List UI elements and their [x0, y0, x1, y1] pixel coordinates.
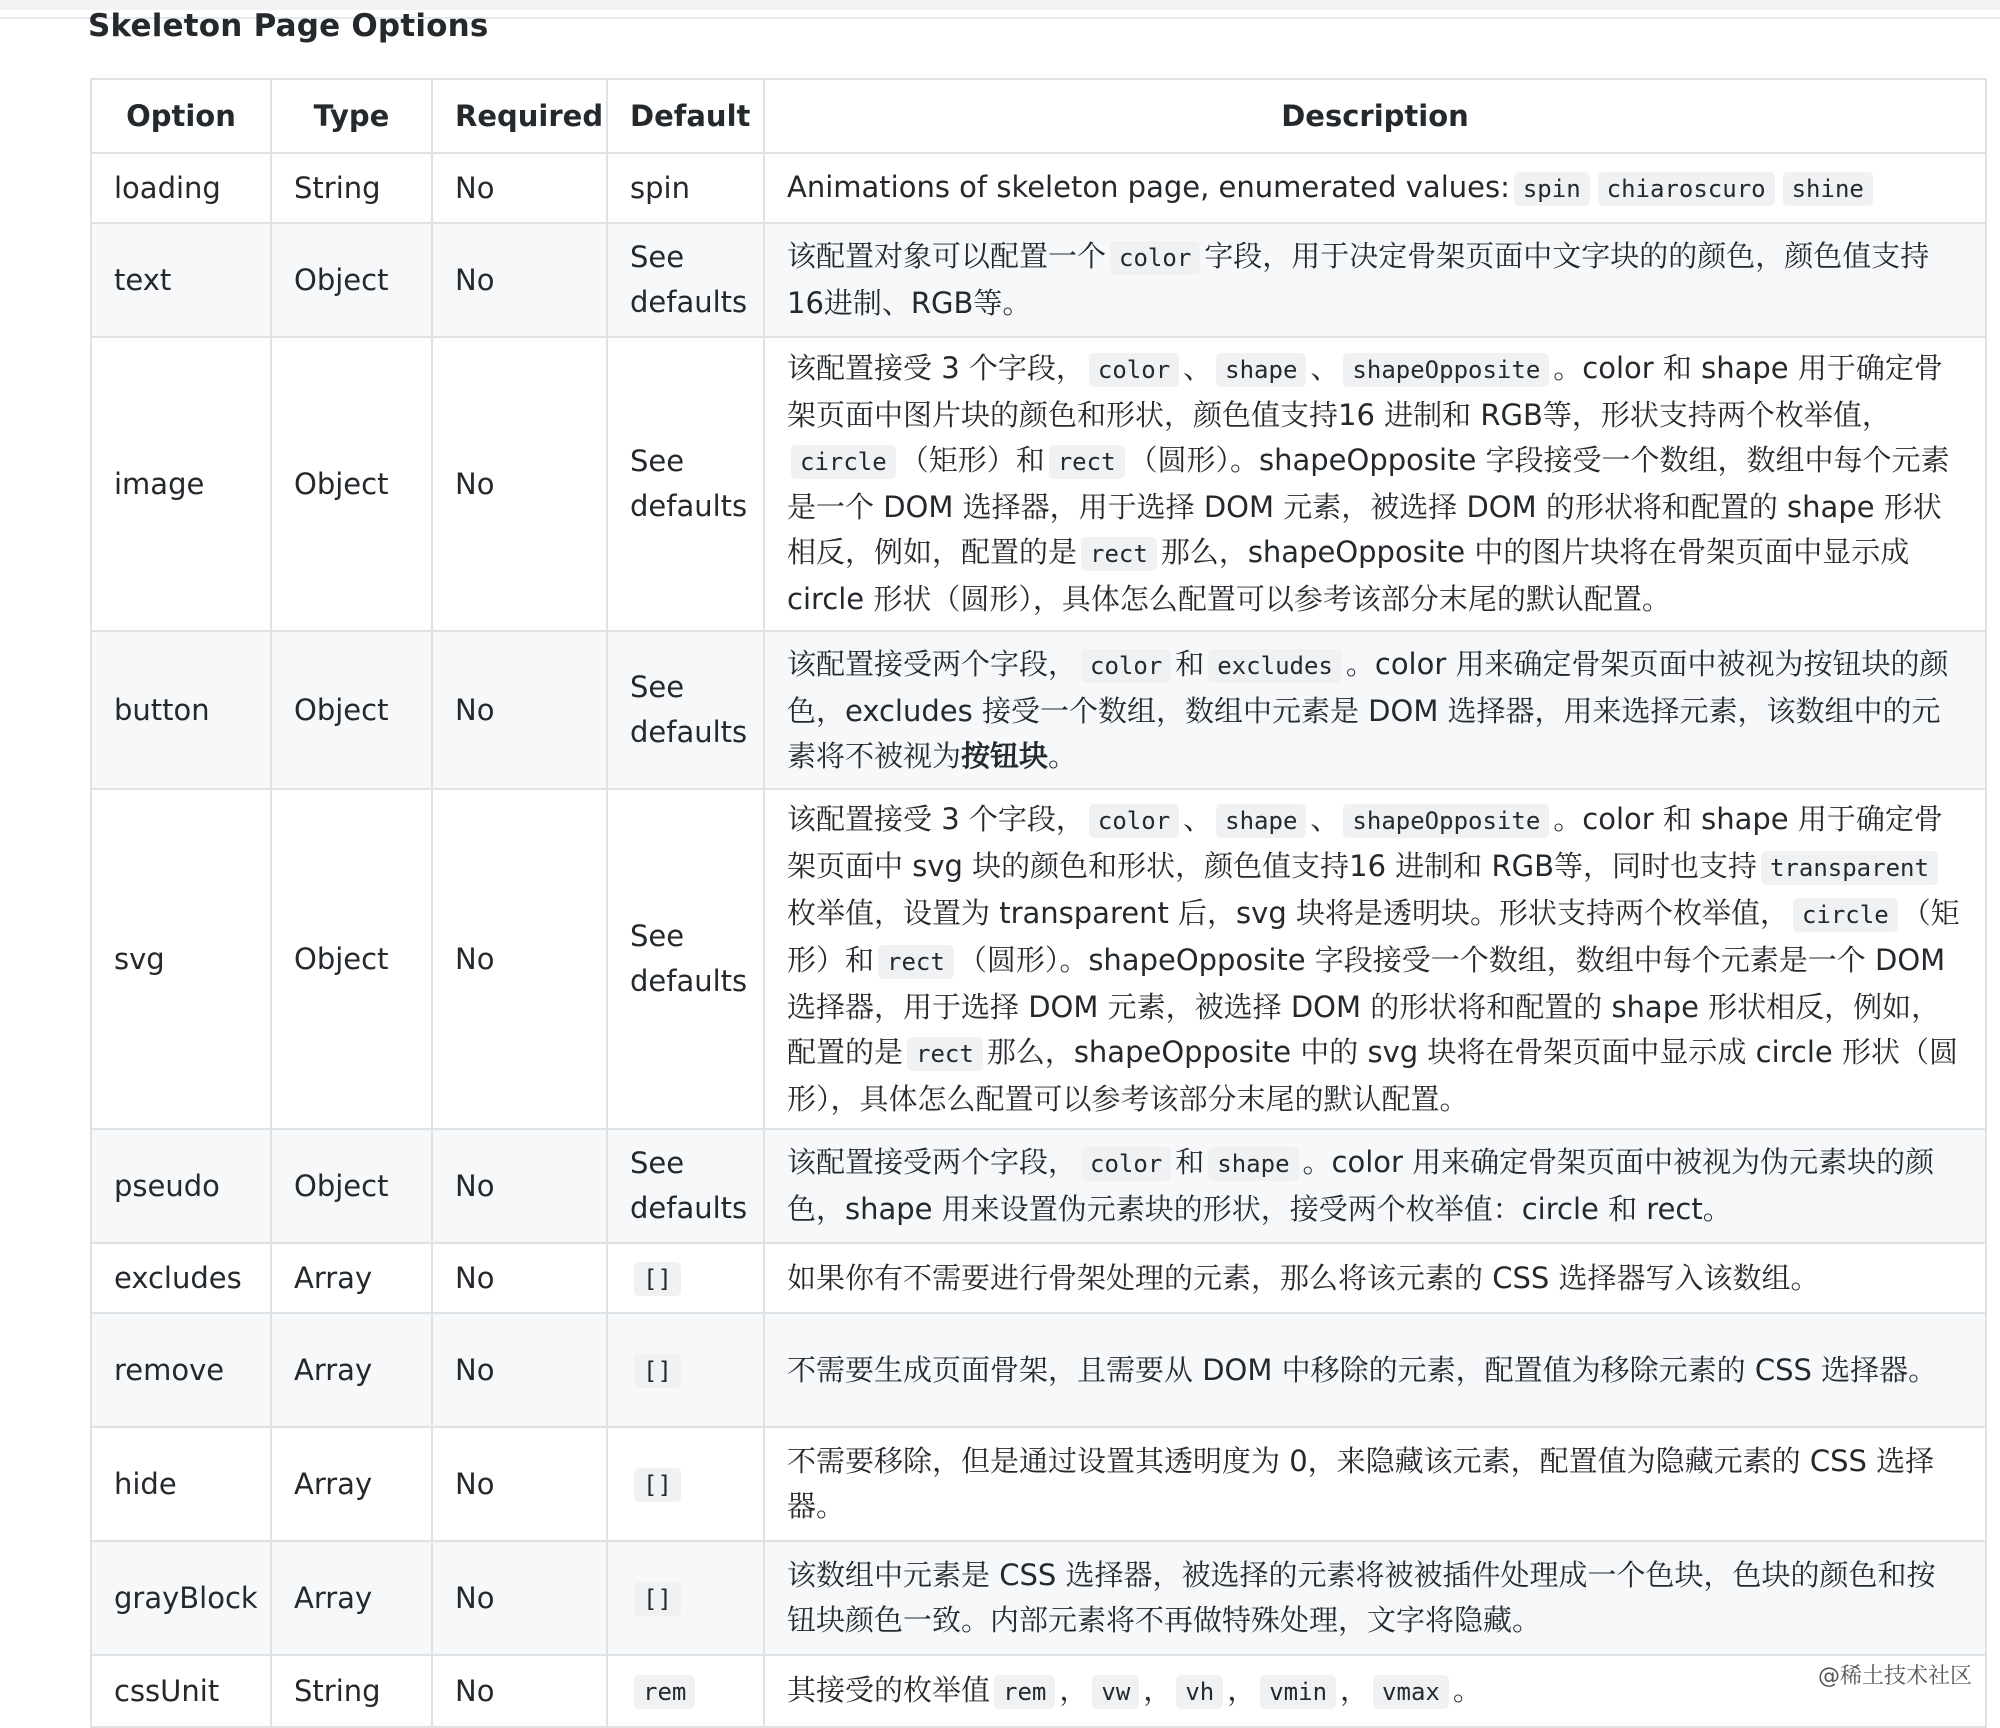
table-row — [91, 1313, 1986, 1427]
description-text: 、 — [1310, 801, 1340, 836]
type-cell: Array — [271, 1243, 432, 1313]
inline-code: chiaroscuro — [1598, 172, 1775, 206]
table-row — [91, 1129, 1986, 1243]
inline-code: transparent — [1761, 851, 1938, 885]
description-text: 。color 和 shape 用于确定骨架页面中图片块的颜色和形状，颜色值支持16 进制和 RGB等，形状支持两个枚举值， — [787, 351, 1943, 432]
description-text: 和 — [1175, 1145, 1205, 1179]
default-text: See defaults — [630, 1146, 748, 1225]
default-cell — [607, 1655, 764, 1727]
default-code: [] — [634, 1354, 681, 1388]
required-cell: No — [432, 1427, 607, 1541]
description-text: （圆形）。shapeOpposite 字段接受一个数组，数组中每个元素是一个 DOM 选择器，用于选择 DOM 元素，被选择 DOM 的形状将和配置的 shape 形状相反，例如，配置的是 — [787, 443, 1950, 569]
table-header-row — [91, 79, 1986, 153]
description-cell — [764, 1655, 1986, 1727]
default-code: [] — [634, 1582, 681, 1616]
description-text: ， — [1143, 1672, 1173, 1707]
required-cell: No — [432, 1541, 607, 1655]
inline-code: shine — [1783, 172, 1873, 206]
description-text: 如果你有不需要进行骨架处理的元素，那么将该元素的 CSS 选择器写入该数组。 — [787, 1260, 1820, 1295]
description-cell — [764, 1427, 1986, 1541]
description-text: 字段，用于决定骨架页面中文字块的的颜色，颜色值支持16进制、RGB等。 — [787, 239, 1930, 320]
table-row — [91, 337, 1986, 631]
inline-code: shapeOpposite — [1343, 353, 1549, 387]
bold-text: 按钮块 — [961, 738, 1049, 773]
option-cell: pseudo — [91, 1129, 271, 1243]
description-text: 、 — [1183, 351, 1213, 385]
table-row — [91, 153, 1986, 223]
inline-code: rect — [1081, 537, 1157, 571]
description-cell — [764, 1313, 1986, 1427]
default-cell — [607, 1129, 764, 1243]
description-cell — [764, 631, 1986, 789]
default-code: [] — [634, 1468, 681, 1502]
option-cell: cssUnit — [91, 1655, 271, 1727]
header-default: Default — [607, 79, 764, 153]
description-text: 。 — [1452, 1672, 1482, 1707]
default-cell — [607, 1541, 764, 1655]
description-text: 。color 用来确定骨架页面中被视为按钮块的颜色，excludes 接受一个数组，数组中元素是 DOM 选择器，用来选择元素，该数组中的元素将不被视为 — [787, 646, 1949, 773]
inline-code: vmin — [1260, 1675, 1336, 1709]
description-cell — [764, 1541, 1986, 1655]
description-text: 该配置接受两个字段， — [787, 1145, 1078, 1179]
option-cell: image — [91, 337, 271, 631]
description-text: 枚举值，设置为 transparent 后，svg 块将是透明块。形状支持两个枚举值， — [787, 895, 1789, 930]
description-text: ， — [1059, 1672, 1089, 1707]
option-cell: text — [91, 223, 271, 337]
table-row — [91, 223, 1986, 337]
type-cell: Array — [271, 1313, 432, 1427]
required-cell: No — [432, 223, 607, 337]
inline-code: rem — [994, 1675, 1055, 1709]
inline-code: circle — [791, 445, 896, 479]
inline-code: color — [1081, 649, 1171, 683]
type-cell: Array — [271, 1427, 432, 1541]
description-text: 其接受的枚举值 — [787, 1672, 991, 1707]
default-cell — [607, 1313, 764, 1427]
type-cell: Object — [271, 789, 432, 1129]
required-cell: No — [432, 1655, 607, 1727]
description-text: 该配置对象可以配置一个 — [787, 239, 1107, 273]
option-cell: remove — [91, 1313, 271, 1427]
required-cell: No — [432, 1129, 607, 1243]
type-cell: Object — [271, 1129, 432, 1243]
description-text: 和 — [1175, 646, 1205, 681]
inline-code: spin — [1514, 172, 1590, 206]
default-text: See defaults — [630, 240, 748, 319]
default-cell — [607, 1243, 764, 1313]
default-text: See defaults — [630, 919, 748, 998]
default-cell — [607, 1427, 764, 1541]
description-text: 该数组中元素是 CSS 选择器，被选择的元素将被被插件处理成一个色块，色块的颜色和按钮块颜色一致。内部元素将不再做特殊处理，文字将隐藏。 — [787, 1558, 1936, 1637]
inline-code: circle — [1793, 898, 1898, 932]
type-cell: Object — [271, 337, 432, 631]
option-cell: button — [91, 631, 271, 789]
required-cell: No — [432, 153, 607, 223]
description-text: 该配置接受 3 个字段， — [787, 801, 1085, 836]
required-cell: No — [432, 1313, 607, 1427]
default-cell — [607, 223, 764, 337]
header-option: Option — [91, 79, 271, 153]
option-cell: hide — [91, 1427, 271, 1541]
description-text: ， — [1227, 1672, 1257, 1707]
inline-code: shape — [1216, 804, 1306, 838]
description-text: 。color 和 shape 用于确定骨架页面中 svg 块的颜色和形状，颜色值支持16 进制和 RGB等，同时也支持 — [787, 801, 1943, 883]
default-cell — [607, 631, 764, 789]
header-required: Required — [432, 79, 607, 153]
description-text: 不需要移除，但是通过设置其透明度为 0，来隐藏该元素，配置值为隐藏元素的 CSS 选择器。 — [787, 1444, 1935, 1523]
inline-code: vmax — [1373, 1675, 1449, 1709]
description-text: 、 — [1310, 351, 1340, 385]
description-text: Animations of skeleton page, enumerated values: — [787, 169, 1510, 204]
default-text: spin — [630, 170, 690, 205]
description-text: （矩形）和 — [787, 895, 1960, 977]
type-cell: Object — [271, 223, 432, 337]
description-cell — [764, 789, 1986, 1129]
inline-code: color — [1089, 804, 1179, 838]
required-cell: No — [432, 1243, 607, 1313]
inline-code: shape — [1216, 353, 1306, 387]
description-text: 该配置接受两个字段， — [787, 646, 1078, 681]
description-cell — [764, 1243, 1986, 1313]
description-cell — [764, 153, 1986, 223]
default-cell — [607, 153, 764, 223]
type-cell: String — [271, 1655, 432, 1727]
inline-code: excludes — [1208, 649, 1342, 683]
description-text: ， — [1340, 1672, 1370, 1707]
inline-code: vw — [1092, 1675, 1139, 1709]
description-cell — [764, 337, 1986, 631]
description-text: 那么，shapeOpposite 中的 svg 块将在骨架页面中显示成 circle 形状（圆形），具体怎么配置可以参考该部分末尾的默认配置。 — [787, 1034, 1958, 1116]
inline-code: rect — [907, 1037, 983, 1071]
default-text: See defaults — [630, 670, 748, 749]
table-row — [91, 1243, 1986, 1313]
inline-code: rect — [1049, 445, 1125, 479]
options-table — [90, 78, 1987, 1728]
default-code: [] — [634, 1262, 681, 1296]
section-heading: Skeleton Page Options — [88, 8, 489, 44]
option-cell: excludes — [91, 1243, 271, 1313]
description-text: 。 — [1048, 738, 1078, 773]
option-cell: svg — [91, 789, 271, 1129]
inline-code: rect — [878, 945, 954, 979]
inline-code: color — [1089, 353, 1179, 387]
watermark: @稀土技术社区 — [1817, 1664, 1972, 1689]
header-description: Description — [764, 79, 1986, 153]
description-text: （圆形）。shapeOpposite 字段接受一个数组，数组中每个元素是一个 DOM 选择器，用于选择 DOM 元素，被选择 DOM 的形状将和配置的 shape 形状相反，例如，配置的是 — [787, 942, 1946, 1069]
inline-code: shapeOpposite — [1343, 804, 1549, 838]
description-text: 。color 用来确定骨架页面中被视为伪元素块的颜色，shape 用来设置伪元素块的形状，接受两个枚举值：circle 和 rect。 — [787, 1145, 1935, 1226]
description-text: 那么，shapeOpposite 中的图片块将在骨架页面中显示成 circle 形状（圆形），具体怎么配置可以参考该部分末尾的默认配置。 — [787, 535, 1910, 616]
table-row — [91, 1541, 1986, 1655]
description-cell — [764, 1129, 1986, 1243]
inline-code: color — [1081, 1147, 1171, 1181]
description-text: 该配置接受 3 个字段， — [787, 351, 1085, 385]
default-code: rem — [634, 1675, 695, 1709]
table-row — [91, 631, 1986, 789]
table-row — [91, 1655, 1986, 1727]
description-text: 不需要生成页面骨架，且需要从 DOM 中移除的元素，配置值为移除元素的 CSS 选择器。 — [787, 1352, 1938, 1387]
description-text: 、 — [1183, 801, 1213, 836]
option-cell: grayBlock — [91, 1541, 271, 1655]
description-cell — [764, 223, 1986, 337]
table-row — [91, 1427, 1986, 1541]
required-cell: No — [432, 789, 607, 1129]
type-cell: String — [271, 153, 432, 223]
header-type: Type — [271, 79, 432, 153]
inline-code: shape — [1208, 1147, 1298, 1181]
default-cell — [607, 789, 764, 1129]
type-cell: Object — [271, 631, 432, 789]
option-cell: loading — [91, 153, 271, 223]
default-cell — [607, 337, 764, 631]
inline-code: color — [1110, 241, 1200, 275]
required-cell: No — [432, 337, 607, 631]
default-text: See defaults — [630, 444, 748, 523]
inline-code: vh — [1176, 1675, 1223, 1709]
description-text: （矩形）和 — [899, 443, 1045, 477]
table-row — [91, 789, 1986, 1129]
type-cell: Array — [271, 1541, 432, 1655]
required-cell: No — [432, 631, 607, 789]
